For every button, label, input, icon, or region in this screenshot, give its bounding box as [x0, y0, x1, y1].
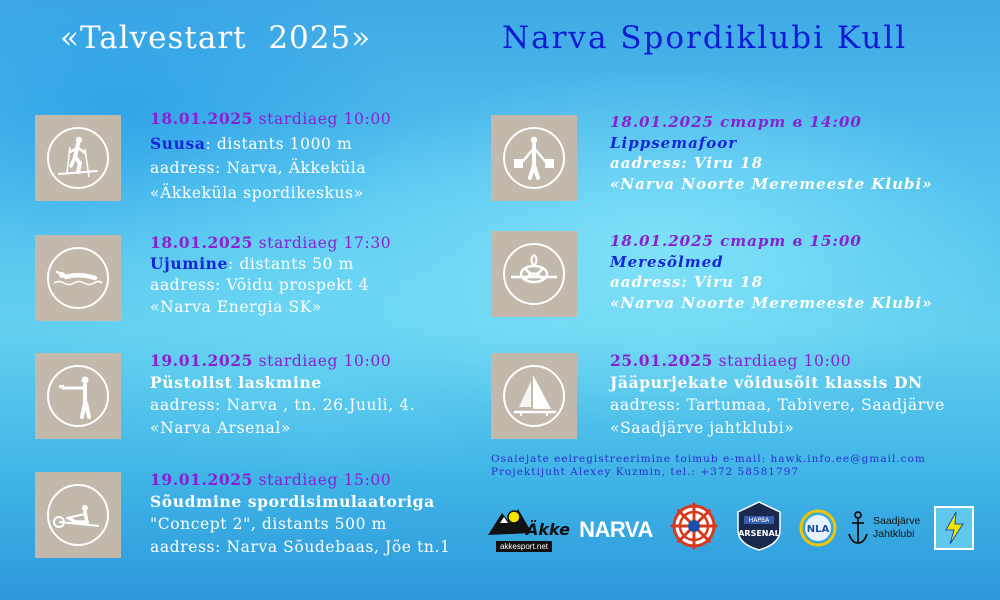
nla-text: NLA — [806, 524, 830, 535]
ship-wheel-logo — [670, 502, 718, 550]
event-shooting — [150, 349, 415, 440]
sea-knot-icon — [501, 241, 567, 307]
swimmer-icon — [45, 245, 111, 311]
sponsor-logos — [486, 500, 986, 560]
saadjarve-line1: Saadjärve — [873, 515, 921, 527]
arsenal-text: ARSENAL — [738, 529, 780, 538]
left-title: «Talvestart 2025» — [60, 20, 372, 56]
contact-info — [491, 453, 926, 478]
event-start-label: stardiaeg 10:00 — [253, 352, 392, 370]
event-icon-box — [35, 235, 121, 321]
event-venue: «Narva Noorte Meremeeste Klubi» — [610, 174, 933, 193]
saadjarve-line2: Jahtklubi — [873, 528, 915, 540]
event-date: 18.01.2025 — [150, 109, 254, 128]
rowing-machine-icon — [45, 482, 111, 548]
event-address: "Concept 2", distants 500 m — [150, 515, 387, 533]
event-venue: aadress: Narva Sõudebaas, Jõe tn.1 — [150, 537, 451, 556]
event-icon-box — [35, 115, 121, 201]
event-sport: Ujumine — [150, 253, 229, 273]
event-date: 18.01.2025 — [150, 233, 254, 252]
event-icon-box — [491, 353, 577, 439]
event-venue: «Narva Energia SK» — [150, 297, 323, 316]
akke-logo — [486, 502, 570, 552]
event-venue: «Äkkeküla spordikeskus» — [150, 183, 364, 202]
event-distance: : distants 50 m — [228, 254, 354, 273]
event-address: aadress: Tartumaa, Tabivere, Saadjärve — [610, 396, 945, 414]
event-start-label: stardiaeg 10:00 — [253, 110, 392, 128]
event-sport: Püstolist laskmine — [150, 372, 322, 392]
event-address: aadress: Narva, Äkkeküla — [150, 159, 367, 177]
event-icon-box — [491, 115, 577, 201]
event-sport: Sõudmine spordisimulaatoriga — [150, 491, 435, 511]
ice-yacht-icon — [501, 363, 567, 429]
event-date: 19.01.2025 — [150, 470, 254, 489]
event-date: 19.01.2025 — [150, 351, 254, 370]
ship-wheel-icon — [670, 502, 718, 550]
event-sport: Lippsemafoor — [610, 133, 738, 152]
skier-icon — [45, 125, 111, 191]
event-date: 25.01.2025 — [610, 351, 714, 370]
event-start-label: stardiaeg 17:30 — [253, 234, 392, 252]
narva-arsenal-logo — [734, 500, 784, 552]
event-semaphore — [610, 112, 933, 194]
akke-name: Äkke — [526, 519, 570, 539]
event-date: 18.01.2025 — [610, 232, 714, 250]
event-ski — [150, 107, 391, 205]
lightning-club-logo — [934, 506, 974, 550]
akke-mountain-icon — [486, 503, 570, 541]
event-rowing — [150, 468, 450, 559]
event-distance: : distants 1000 m — [205, 134, 353, 153]
anchor-icon — [846, 510, 870, 546]
event-ice-yacht — [610, 349, 945, 440]
registration-line: Osalejate eelregistreerimine toimub e-mail: hawk.info.ee@gmail.com — [491, 453, 926, 465]
event-address: aadress: Viru 18 — [610, 273, 763, 291]
event-venue: «Narva Noorte Meremeeste Klubi» — [610, 293, 933, 312]
pistol-shooter-icon — [45, 363, 111, 429]
semaphore-flags-icon — [501, 125, 567, 191]
event-knots — [610, 231, 933, 313]
event-venue: «Narva Arsenal» — [150, 418, 292, 437]
event-address: aadress: Narva , tn. 26.Juuli, 4. — [150, 396, 416, 414]
right-title: Narva Spordiklubi Kull — [502, 20, 908, 56]
event-icon-box — [491, 231, 577, 317]
arsenal-top-text: НАРВА — [748, 517, 770, 524]
event-sport: Suusa — [150, 133, 206, 153]
event-address: aadress: Viru 18 — [610, 154, 763, 172]
project-lead-line: Projektijuht Alexey Kuzmin, tel.: +372 58581797 — [491, 465, 799, 478]
event-address: aadress: Võidu prospekt 4 — [150, 276, 370, 294]
akke-site: akkesport.net — [496, 541, 552, 552]
event-date: 18.01.2025 — [610, 113, 714, 131]
event-sport: Jääpurjekate võidusõit klassis DN — [610, 372, 923, 392]
event-start-label: stardiaeg 10:00 — [713, 352, 852, 370]
event-start-label: stardiaeg 15:00 — [253, 471, 392, 489]
saadjarve-logo — [846, 508, 930, 548]
nla-logo — [798, 508, 838, 548]
event-sport: Meresõlmed — [610, 252, 724, 271]
event-icon-box — [35, 353, 121, 439]
event-start-label: старт в 14:00 — [713, 113, 862, 131]
event-venue: «Saadjärve jahtklubi» — [610, 418, 795, 437]
event-icon-box — [35, 472, 121, 558]
lightning-icon — [934, 506, 974, 550]
event-start-label: старт в 15:00 — [713, 232, 862, 250]
event-swim — [150, 231, 391, 319]
narva-logo: NARVA — [579, 517, 653, 542]
